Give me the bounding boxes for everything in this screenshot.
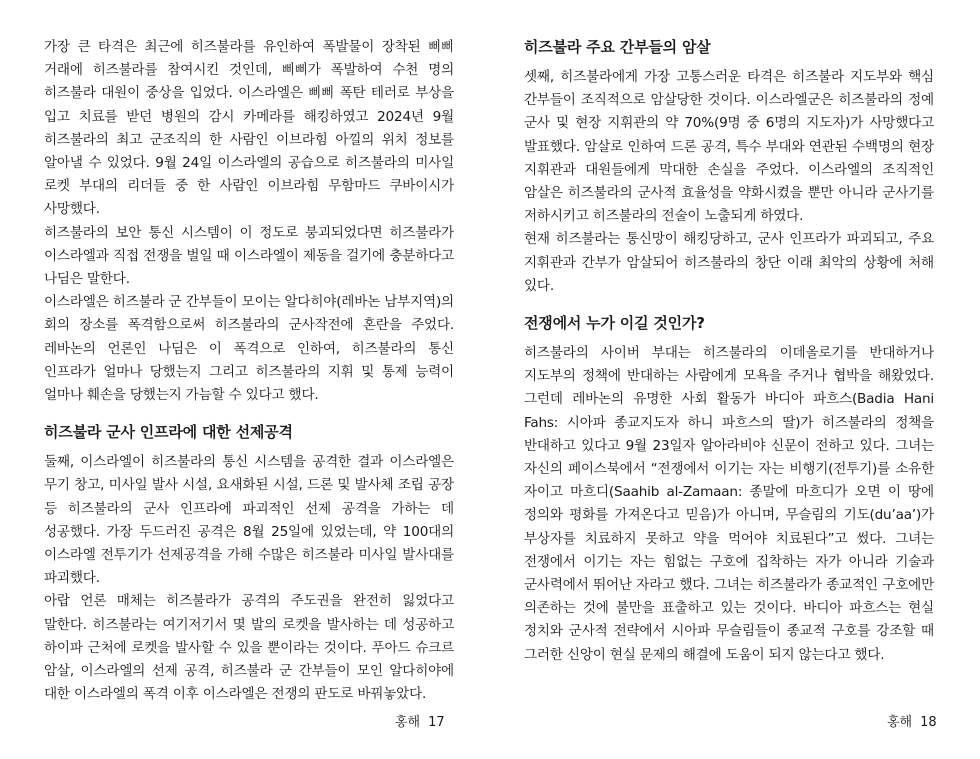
paragraph: 둘째, 이스라엘이 히즈불라의 통신 시스템을 공격한 결과 이스라엘은 무기 창고, 미사일 발사 시설, 요새화된 시설, 드론 및 발사체 조립 공장 등 히즈불라의 군사 인프라에 파괴적인 선제 공격을 가하는 데 성공했다. 가장 두드러진 공격은 8월 25일에 있었는데, 약 100대의 이스라엘 전투기가 선제공격을 가해 수많은 히즈불라 미사일 발사대를 파괴했다.	[44, 454, 454, 587]
section-heading: 히즈불라 군사 인프라에 대한 선제공격	[44, 423, 293, 442]
paragraph: 이스라엘은 히즈불라 군 간부들이 모이는 알다히야(레바논 남부지역)의 회의 장소를 폭격함으로써 히즈불라의 군사작전에 혼란을 주었다. 레바논의 언론인 나딤은 이 폭격으로 인하여, 히즈불라의 통신 인프라가 얼마나 당했는지 그리고 히즈불라의 지휘 및 통제 능력이 얼마나 훼손을 당했는지 가늠할 수 있다고 했다.	[44, 294, 454, 404]
page-number: 17	[428, 715, 445, 730]
page-footer	[887, 711, 937, 730]
running-title: 홍해	[887, 715, 913, 730]
paragraph: 현재 히즈불라는 통신망이 해킹당하고, 군사 인프라가 파괴되고, 주요 지휘관과 간부가 암살되어 히즈불라의 창단 이래 최악의 상황에 처해 있다.	[524, 231, 934, 294]
paragraph: 히즈불라의 사이버 부대는 히즈불라의 이데올로기를 반대하거나 지도부의 정책에 반대하는 사람에게 모욕을 주거나 협박을 해왔었다. 그런데 레바논의 유명한 사회 활동가 바디아 파흐스(Badia Hani Fahs: 시아파 종교지도자 하니 파흐스의 딸)가 히즈불라의 정책을 반대하고 있다고 9월 23일자 알아라비야 신문이 전하고 있다. 그녀는 자신의 페이스북에서 “전쟁에서 이기는 자는 비행기(전투기)를 소유한 자이고 마흐디(Saahib al-Zamaan: 종말에 마흐디가 오면 이 땅에 정의와 평화를 가져온다고 믿음)가 아니며, 무슬림의 기도(du’aa’)가 부상자를 치료하지 못하고 약을 먹어야 치료된다”고 썼다. 그녀는 전쟁에서 이기는 자는 힘없는 구호에 집착하는 자가 아니라 기술과 군사력에서 뛰어난 자라고 했다. 그녀는 히즈불라가 종교적인 구호에만 의존하는 것에 불만을 표출하고 있는 것이다. 바디아 파흐스는 현실 정치와 군사적 전략에서 시아파 무슬림들이 종교적 구호를 강조할 때 그러한 신앙이 현실 문제의 해결에 도움이 되지 않는다고 했다.	[524, 345, 934, 663]
running-title: 홍해	[395, 715, 421, 730]
paragraph: 아랍 언론 매체는 히즈불라가 공격의 주도권을 완전히 잃었다고 말한다. 히즈불라는 여기저기서 몇 발의 로켓을 발사하는 데 성공하고 하이파 근처에 로켓을 발사할 수 있을 뿐이라는 것이다. 푸아드 슈크르 암살, 이스라엘의 선제 공격, 히즈불라 군 간부들이 모인 알다히야에 대한 이스라엘의 폭격 이후 이스라엘은 전쟁의 판도로 바꿔놓았다.	[44, 593, 454, 703]
page-number: 18	[920, 715, 937, 730]
right-page	[524, 36, 934, 667]
section-heading: 히즈불라 주요 간부들의 암살	[524, 38, 711, 56]
left-page	[44, 36, 454, 706]
paragraph: 가장 큰 타격은 최근에 히즈불라를 유인하여 폭발물이 장착된 삐삐 거래에 히즈불라를 참여시킨 것인데, 삐삐가 폭발하여 수천 명의 히즈불라 대원이 중상을 입었다. 이스라엘은 삐삐 폭탄 테러로 부상을 입고 치료를 받던 병원의 감시 카메라를 해킹하였고 2024년 9월 히즈불라의 최고 군조직의 한 사람인 이브라힘 아낄의 위치 정보를 알아낼 수 있었다. 9월 24일 이스라엘의 공습으로 히즈불라의 미사일 로켓 부대의 리더들 중 한 사람인 이브라힘 무함마드 쿠바이시가 사망했다.	[44, 39, 454, 218]
paragraph: 히즈불라의 보안 통신 시스템이 이 정도로 붕괴되었다면 히즈불라가 이스라엘과 직접 전쟁을 벌일 때 이스라엘이 제동을 걸기에 충분하다고 나딤은 말한다.	[44, 224, 454, 288]
paragraph: 셋째, 히즈불라에게 가장 고통스러운 타격은 히즈불라 지도부와 핵심 간부들이 조직적으로 암살당한 것이다. 이스라엘군은 히즈불라의 정예 군사 및 현장 지휘관의 약 70%(9명 중 6명의 지도자)가 사망했다고 발표했다. 암살로 인하여 드론 공격, 특수 부대와 연관된 수백명의 현장 지휘관과 대원들에게 막대한 손실을 주었다. 이스라엘의 조직적인 암살은 히즈불라의 군사적 효율성을 약화시켰을 뿐만 아니라 군사기를 저하시키고 히즈불라의 전술이 노출되게 하였다.	[524, 69, 934, 225]
page-footer	[395, 711, 445, 730]
section-heading: 전쟁에서 누가 이길 것인가?	[524, 314, 705, 333]
